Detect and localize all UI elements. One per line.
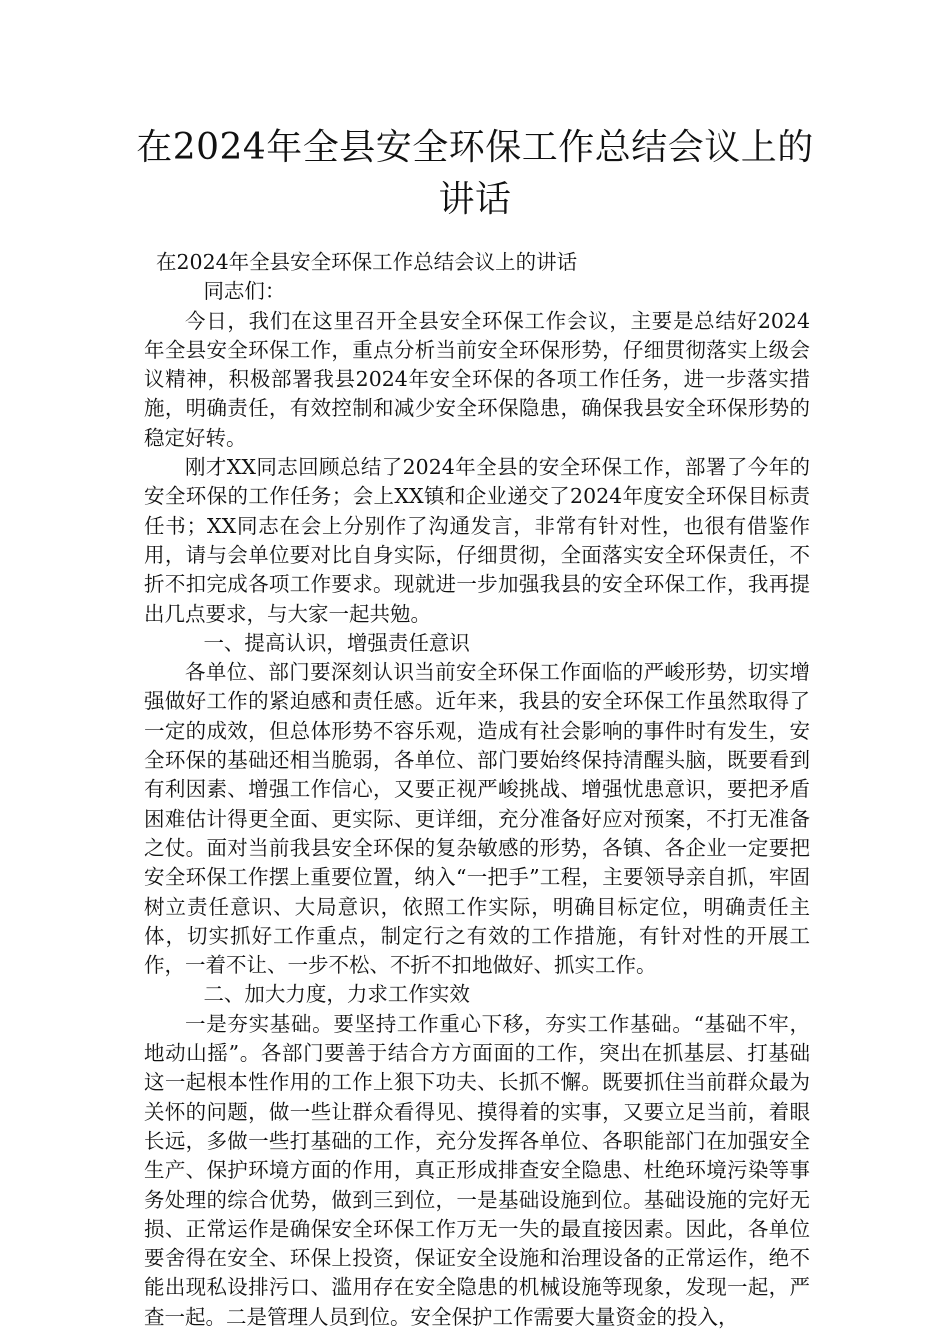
title-line-1: 在2024年全县安全环保工作总结会议上的 xyxy=(136,127,814,168)
document-body xyxy=(144,248,810,1332)
paragraph-review: 刚才XX同志回顾总结了2024年全县的安全环保工作，部署了今年的安全环保的工作任务；会上XX镇和企业递交了2024年度安全环保目标责任书；XX同志在会上分别作了沟通发言，非常有针对性，也很有借鉴作用，请与会单位要对比自身实际，仔细贯彻，全面落实安全环保责任，不折不扣完成各项工作要求。现就进一步加强我县的安全环保工作，我再提出几点要求，与大家一起共勉。 xyxy=(144,455,810,626)
salutation: 同志们： xyxy=(203,279,286,304)
paragraph-opening: 今日，我们在这里召开全县安全环保工作会议，主要是总结好2024年全县安全环保工作，重点分析当前安全环保形势，仔细贯彻落实上级会议精神，积极部署我县2024年安全环保的各项工作任务，进一步落实措施，明确责任，有效控制和减少安全环保隐患，确保我县安全环保形势的稳定好转。 xyxy=(144,308,810,450)
section-heading-2: 二、加大力度，力求工作实效 xyxy=(203,982,470,1007)
section-2-paragraph: 一是夯实基础。要坚持工作重心下移，夯实工作基础。“基础不牢，地动山摇”。各部门要善于结合方方面面的工作，突出在抓基层、打基础这一起根本性作用的工作上狠下功夫、长抓不懈。既要抓住当前群众最为关怀的问题，做一些让群众看得见、摸得着的实事，又要立足当前，着眼长远，多做一些打基础的工作，充分发挥各单位、各职能部门在加强安全生产、保护环境方面的作用，真正形成排查安全隐患、杜绝环境污染等事务处理的综合优势，做到三到位，一是基础设施到位。基础设施的完好无损、正常运作是确保安全环保工作万无一失的最直接因素。因此，各单位要舍得在安全、环保上投资，保证安全设施和治理设备的正常运作，绝不能出现私设排污口、滥用存在安全隐患的机械设施等现象，发现一起，严查一起。二是管理人员到位。安全保护工作需要大量资金的投入， xyxy=(144,1011,810,1329)
document-subtitle: 在2024年全县安全环保工作总结会议上的讲话 xyxy=(156,250,578,274)
section-heading-1: 一、提高认识，增强责任意识 xyxy=(203,630,470,655)
document-title xyxy=(120,122,830,226)
title-line-2: 讲话 xyxy=(438,179,512,220)
section-1-paragraph: 各单位、部门要深刻认识当前安全环保工作面临的严峻形势，切实增强做好工作的紧迫感和责任感。近年来，我县的安全环保工作虽然取得了一定的成效，但总体形势不容乐观，造成有社会影响的事件时有发生，安全环保的基础还相当脆弱，各单位、部门要始终保持清醒头脑，既要看到有利因素、增强工作信心，又要正视严峻挑战、增强忧患意识，要把矛盾困难估计得更全面、更实际、更详细，充分准备好应对预案，不打无准备之仗。面对当前我县安全环保的复杂敏感的形势，各镇、各企业一定要把安全环保工作摆上重要位置，纳入“一把手”工程，主要领导亲自抓，牢固树立责任意识、大局意识，依照工作实际，明确目标定位，明确责任主体，切实抓好工作重点，制定行之有效的工作措施，有针对性的开展工作，一着不让、一步不松、不折不扣地做好、抓实工作。 xyxy=(144,660,810,978)
